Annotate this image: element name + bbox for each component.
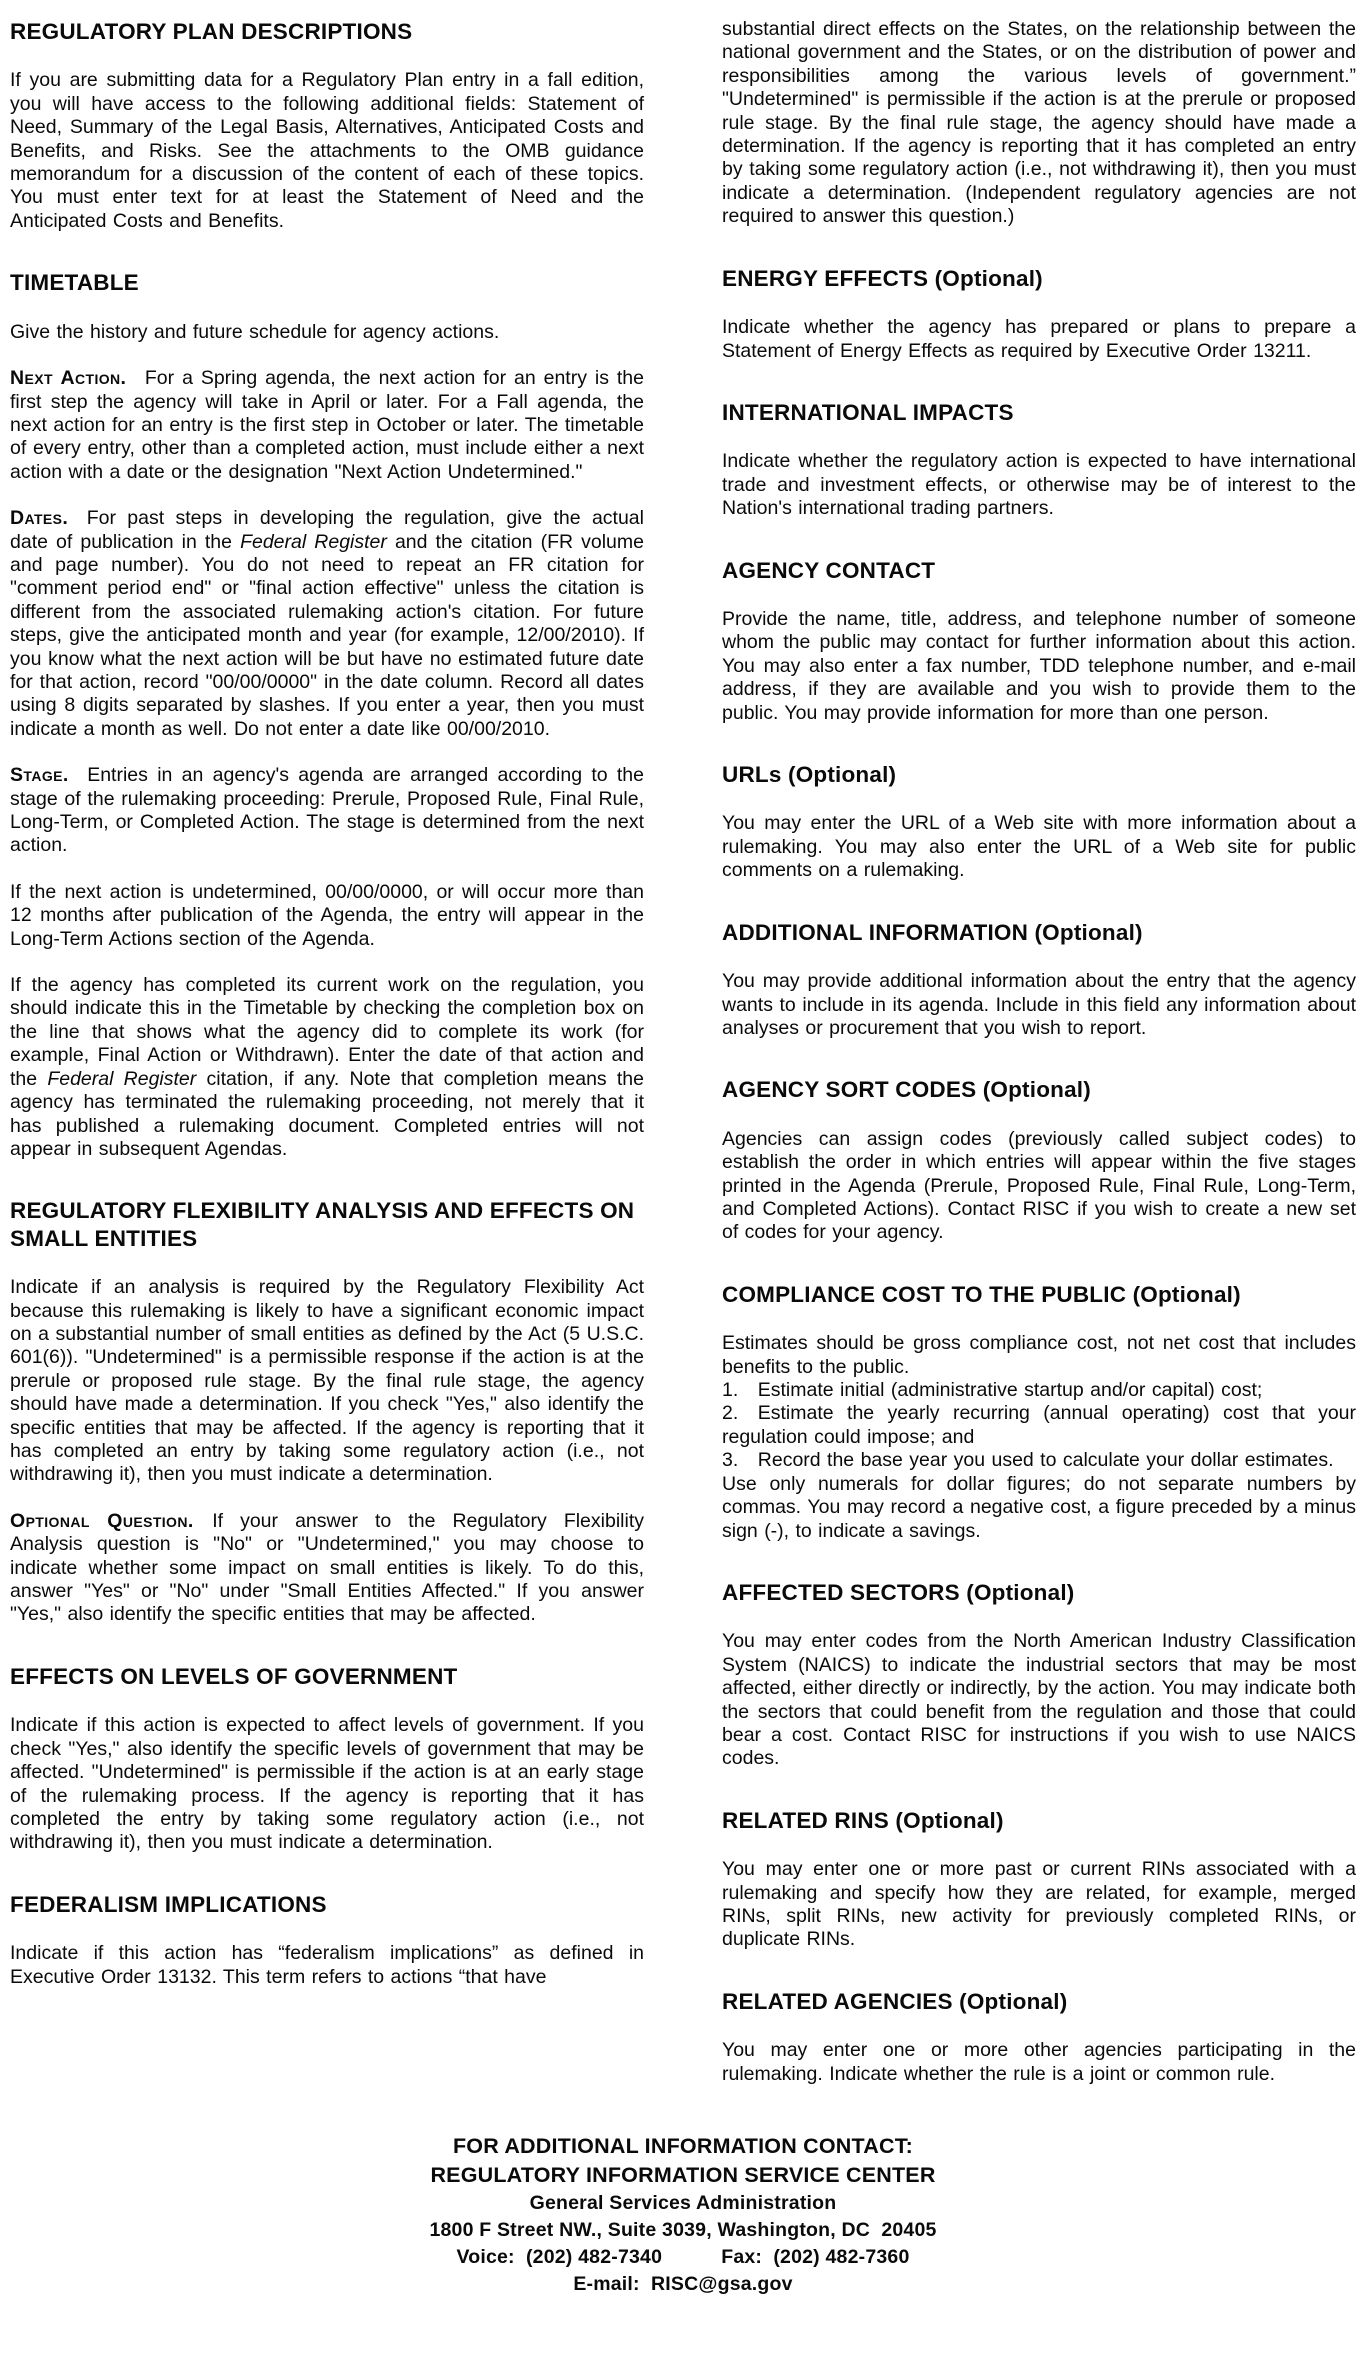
- text-run: You may enter codes from the North American Industry Classification System (NAICS) to indicate the industrial sectors that may be most affected, either directly or indirectly, by the action. You may indicate both the sectors that could benefit from the regulation and those that could bear a cost. Contact RISC for instructions if you wish to use NAICS codes.: [722, 1630, 1356, 1770]
- text-run: You may enter the URL of a Web site with more information about a rulemaking. You may also enter the URL of a Web site for public comments on a rulemaking.: [722, 812, 1356, 882]
- lead-in-label: Dates.: [10, 507, 69, 530]
- text-run: Give the history and future schedule for agency actions.: [10, 320, 500, 343]
- section-heading: FEDERALISM IMPLICATIONS: [10, 1891, 327, 1917]
- paragraph: [10, 507, 644, 741]
- lead-in-label: Next Action.: [10, 367, 127, 390]
- section-heading: TIMETABLE: [10, 270, 139, 296]
- paragraph: [10, 881, 644, 951]
- footer-phone-fax: Voice: (202) 482-7340 Fax: (202) 482-7360: [456, 2246, 910, 2269]
- text-run: For a Spring agenda, the next action for an entry is the first step the agency will take in April or later. For a Fall agenda, the next action for an entry is the first step in October or later. The timetable of every entry, other than a completed action, must include either a next action with a date or the designation "Next Action Undetermined.": [10, 367, 644, 483]
- footer-agency-name: General Services Administration: [529, 2192, 837, 2215]
- paragraph: [10, 321, 644, 344]
- text-run: You may provide additional information about the entry that the agency wants to include in its agenda. Include in this field any information about analyses or procurement that you wish to report.: [722, 970, 1356, 1039]
- text-run: If the next action is undetermined, 00/00/0000, or will occur more than 12 months after publication of the Agenda, the entry will appear in the Long-Term Actions section of the Agenda.: [10, 880, 644, 950]
- footer-contact-block: [10, 2132, 1356, 2298]
- text-run: 2. Estimate the yearly recurring (annual operating) cost that your regulation could impose; and: [722, 1402, 1356, 1448]
- text-run: If the agency has completed its current work on the regulation, you should indicate this in the Timetable by checking the completion box on the line that shows what the agency did to complete its work (for example, Final Action or Withdrawn). Enter the date of that action and the: [10, 974, 644, 1090]
- left-column: [10, 16, 644, 1989]
- text-run: Indicate whether the regulatory action is expected to have international trade and investment effects, or otherwise may be of interest to the Nation's international trading partners.: [722, 450, 1356, 520]
- paragraph: [10, 1510, 644, 1627]
- section-heading: EFFECTS ON LEVELS OF GOVERNMENT: [10, 1663, 458, 1689]
- section-heading: COMPLIANCE COST TO THE PUBLIC (Optional): [722, 1281, 1241, 1307]
- list-line: [722, 1402, 1356, 1449]
- section-heading: RELATED RINS (Optional): [722, 1807, 1004, 1833]
- two-column-layout: [10, 16, 1356, 2086]
- paragraph: [722, 1858, 1356, 1952]
- section-heading: INTERNATIONAL IMPACTS: [722, 399, 1014, 425]
- section-heading: RELATED AGENCIES (Optional): [722, 1988, 1068, 2014]
- text-run: Indicate whether the agency has prepared or plans to prepare a Statement of Energy Effects as required by Executive Order 13211.: [722, 316, 1356, 362]
- lead-in-label: Stage.: [10, 764, 69, 787]
- footer-email: E-mail: RISC@gsa.gov: [573, 2273, 793, 2296]
- paragraph: [722, 2039, 1356, 2086]
- paragraph: [10, 1942, 644, 1989]
- text-run: For past steps in developing the regulation, give the actual date of publication in the: [10, 507, 644, 553]
- lead-in-label: Optional Question.: [10, 1509, 194, 1532]
- section-heading: AGENCY CONTACT: [722, 557, 936, 583]
- text-run: Agencies can assign codes (previously called subject codes) to establish the order in which entries will appear within the five stages printed in the Agenda (Prerule, Proposed Rule, Final Rule, Long-Term, and Completed Actions). Contact RISC if you wish to create a new set of codes for your agency.: [722, 1127, 1356, 1244]
- text-run: Use only numerals for dollar figures; do not separate numbers by commas. You may record a negative cost, a figure preceded by a minus sign (-), to indicate a savings.: [722, 1472, 1356, 1542]
- section-heading: ADDITIONAL INFORMATION (Optional): [722, 919, 1143, 945]
- section-heading: REGULATORY PLAN DESCRIPTIONS: [10, 19, 413, 44]
- text-run: Provide the name, title, address, and telephone number of someone whom the public may contact for further information about this action. You may also enter a fax number, TDD telephone number, and e-mail address, if they are available and you wish to provide them to the public. You may provide information for more than one person.: [722, 608, 1356, 724]
- section-heading: AGENCY SORT CODES (Optional): [722, 1077, 1091, 1103]
- paragraph: [722, 1332, 1356, 1379]
- paragraph: [10, 69, 644, 233]
- text-run: Indicate if an analysis is required by the Regulatory Flexibility Act because this rulemaking is likely to have a significant economic impact on a substantial number of small entities as defined by the Act (5 U.S.C. 601(6)). "Undetermined" is a permissible response if the action is at the prerule or proposed rule stage. By the final rule stage, the agency should have made a determination. If you check "Yes," also identify the specific entities that may be affected. If the agency is reporting that it has completed an entry by taking some regulatory action (i.e., not withdrawing it), then you must indicate a determination.: [10, 1276, 644, 1486]
- paragraph: [10, 367, 644, 484]
- footer-address: 1800 F Street NW., Suite 3039, Washington, DC 20405: [429, 2219, 937, 2242]
- paragraph: [722, 970, 1356, 1040]
- text-run: substantial direct effects on the States, on the relationship between the national government and the States, or on the distribution of power and responsibilities among the various levels of government.” "Undetermined" is permissible if the action is at the prerule or proposed rule stage. By the final rule stage, the agency should have made a determination. If the agency is reporting that it has completed an entry by taking some regulatory action (i.e., not withdrawing it), then you must indicate a determination. (Independent regulatory agencies are not required to answer this question.): [722, 18, 1356, 228]
- text-run: Indicate if this action has “federalism implications” as defined in Executive Order 13132. This term refers to actions “that have: [10, 1942, 644, 1988]
- text-run: If your answer to the Regulatory Flexibility Analysis question is "No" or "Undetermined," you may choose to indicate whether some impact on small entities is likely. To do this, answer "Yes" or "No" under "Small Entities Affected." If you answer "Yes," also identify the specific entities that may be affected.: [10, 1509, 644, 1626]
- text-run: Entries in an agency's agenda are arranged according to the stage of the rulemaking proceeding: Prerule, Proposed Rule, Final Rule, Long-Term, or Completed Action. The stage is determined from the next action.: [10, 764, 644, 857]
- paragraph: [722, 1630, 1356, 1770]
- paragraph: [722, 1128, 1356, 1245]
- text-run: Indicate if this action is expected to affect levels of government. If you check "Yes," also identify the specific levels of government that may be affected. "Undetermined" is permissible if the action is at an early stage of the rulemaking process. If the agency is reporting that it has completed the entry by taking some regulatory action (i.e., not withdrawing it), then you must indicate a determination.: [10, 1714, 644, 1854]
- text-run: 1. Estimate initial (administrative startup and/or capital) cost;: [722, 1379, 1263, 1402]
- text-run: You may enter one or more past or current RINs associated with a rulemaking and specify how they are related, for example, merged RINs, split RINs, new activity for previously completed RINs, or duplicate RINs.: [722, 1858, 1356, 1951]
- paragraph: [722, 18, 1356, 229]
- section-heading: ENERGY EFFECTS (Optional): [722, 265, 1043, 291]
- list-line: [722, 1449, 1356, 1472]
- section-heading: URLs (Optional): [722, 762, 897, 788]
- paragraph: [10, 764, 644, 858]
- footer-org-name: REGULATORY INFORMATION SERVICE CENTER: [430, 2163, 936, 2188]
- text-run: citation, if any. Note that completion means the agency has terminated the rulemaking proceeding, not merely that it has published a rulemaking document. Completed entries will not appear in subsequent Agendas.: [10, 1067, 645, 1160]
- paragraph: [10, 1276, 644, 1487]
- paragraph: [10, 974, 644, 1161]
- paragraph: [10, 1714, 644, 1854]
- paragraph: [722, 316, 1356, 363]
- list-line: [722, 1379, 1356, 1402]
- text-run: and the citation (FR volume and page number). You do not need to repeat an FR citation for "comment period end" or "final action effective" unless the citation is different from the associated rulemaking action's citation. For future steps, give the anticipated month and year (for example, 12/00/2010). If you know what the next action will be but have no estimated future date for that action, record "00/00/0000" in the date column. Record all dates using 8 digits separated by slashes. If you enter a year, then you must indicate a month as well. Do not enter a date like 00/00/2010.: [10, 530, 644, 740]
- section-heading: REGULATORY FLEXIBILITY ANALYSIS AND EFFECTS ON SMALL ENTITIES: [10, 1198, 635, 1251]
- text-run: 3. Record the base year you used to calculate your dollar estimates.: [722, 1449, 1334, 1472]
- text-run: Estimates should be gross compliance cost, not net cost that includes benefits to the public.: [722, 1332, 1356, 1378]
- italic-citation: Federal Register: [240, 530, 387, 553]
- footer-heading: FOR ADDITIONAL INFORMATION CONTACT:: [452, 2134, 914, 2159]
- paragraph: [722, 812, 1356, 882]
- paragraph: [722, 450, 1356, 520]
- paragraph: [722, 608, 1356, 725]
- italic-citation: Federal Register: [47, 1067, 197, 1090]
- text-run: If you are submitting data for a Regulatory Plan entry in a fall edition, you will have access to the following additional fields: Statement of Need, Summary of the Legal Basis, Alternatives, Anticipated Costs and Benefits, and Risks. See the attachments to the OMB guidance memorandum for a discussion of the content of each of these topics. You must enter text for at least the Statement of Need and the Anticipated Costs and Benefits.: [10, 69, 644, 232]
- list-line: [722, 1473, 1356, 1543]
- section-heading: AFFECTED SECTORS (Optional): [722, 1579, 1075, 1605]
- text-run: You may enter one or more other agencies participating in the rulemaking. Indicate whether the rule is a joint or common rule.: [722, 2039, 1356, 2085]
- right-column: [722, 16, 1356, 2086]
